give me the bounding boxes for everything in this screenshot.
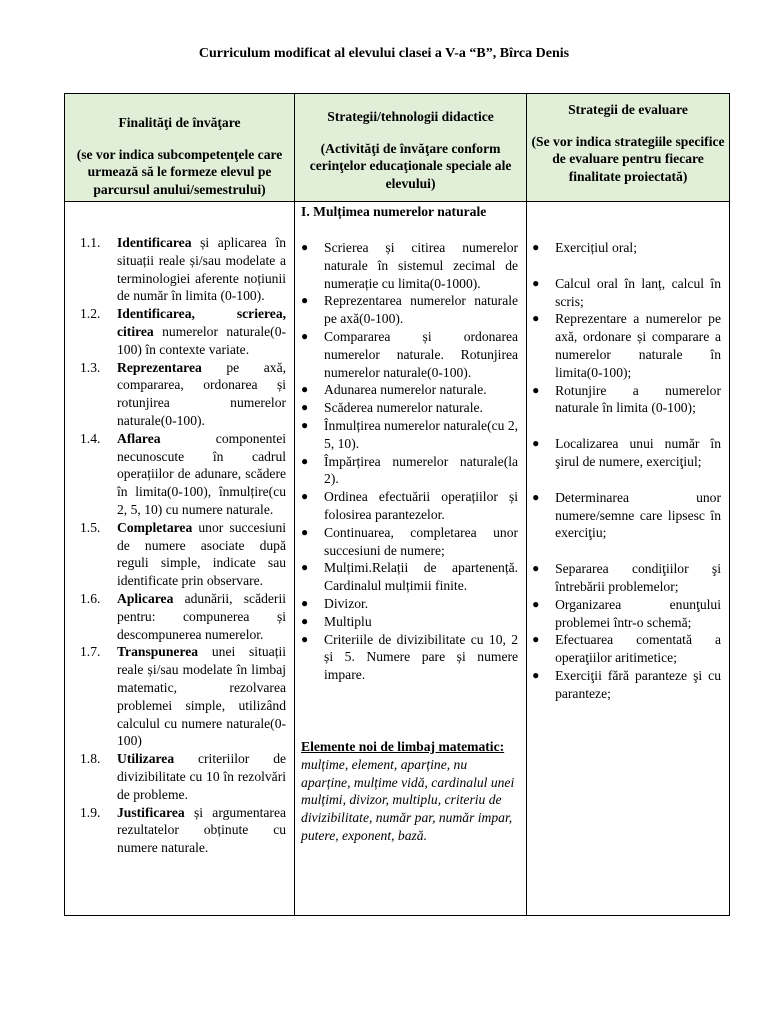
evaluation-item: [532, 489, 721, 542]
bullet-icon: ●: [301, 560, 309, 575]
bullet-icon: ●: [532, 489, 540, 504]
competency-description: componentei necunoscute în cadrul operațiilor de adunare, scădere în limita(0-100), înmulțire(cu 2, 5, 10) cu numere naturale.: [117, 430, 287, 517]
evaluation-item: [532, 275, 721, 311]
strategy-text: Scrierea și citirea numerelor naturale în sistemul zecimal de numerație cu limita(0-1000).: [324, 240, 519, 291]
strategy-text: Înmulțirea numerelor naturale(cu 2, 5, 10).: [324, 417, 519, 451]
competency-description: și argumentarea rezultatelor obținute cu numere naturale.: [117, 804, 287, 856]
competency-keyword: Utilizarea: [117, 751, 175, 767]
bullet-icon: ●: [301, 293, 309, 308]
header-title: Finalităţi de învăţare: [118, 115, 241, 130]
bullet-icon: ●: [532, 596, 540, 611]
evaluation-text: Determinarea unor numere/semne care lipsesc în exerciţiu;: [555, 489, 721, 541]
header-title: Strategii de evaluare: [568, 102, 688, 117]
evaluation-item: [532, 560, 721, 596]
competency-item: [80, 804, 286, 857]
strategy-text: Divizor.: [324, 595, 369, 611]
evaluation-item: [532, 667, 721, 703]
strategy-text: Ordinea efectuării operațiilor și folosirea parantezelor.: [324, 489, 519, 522]
competency-item: [80, 359, 286, 430]
competency-text: [117, 305, 286, 358]
competency-keyword: Justificarea: [117, 804, 185, 820]
strategy-text: Reprezentarea numerelor naturale pe axă(0-100).: [324, 293, 519, 327]
competency-keyword: Completarea: [117, 519, 193, 535]
competencies-cell: [65, 202, 295, 916]
evaluation-list: [532, 239, 721, 703]
competency-description: și aplicarea în situații reale și/sau modelate a terminologiei aferente noțiunii de număr în limita (0-100).: [117, 235, 287, 304]
vocabulary-title: Elemente noi de limbaj matematic:: [301, 738, 505, 754]
evaluation-text: Calcul oral în lanț, calcul în scris;: [555, 275, 721, 309]
header-cell-finalitati: [65, 94, 295, 202]
competency-item: [80, 643, 286, 750]
evaluation-text: Exerciţii fără paranteze şi cu paranteze;: [555, 667, 721, 701]
bullet-icon: ●: [301, 613, 309, 628]
strategy-text: Criteriile de divizibilitate cu 10, 2 și 5. Numere pare și numere impare.: [324, 631, 519, 683]
document-title: Curriculum modificat al elevului clasei a V-a “B”, Bîrca Denis: [198, 46, 570, 61]
competency-keyword: Reprezentarea: [117, 359, 202, 375]
evaluation-cell: [527, 202, 730, 916]
evaluation-item: [532, 435, 721, 471]
evaluation-text: Localizarea unui număr în şirul de numere, exerciţiul;: [555, 436, 721, 469]
bullet-icon: ●: [532, 311, 540, 326]
evaluation-text: Reprezentare a numerelor pe axă, ordonare și comparare a numerelor naturale în limita(0-100);: [555, 311, 721, 380]
competency-number: 1.8.: [80, 751, 101, 767]
competency-number: 1.3.: [80, 359, 101, 375]
bullet-icon: ●: [301, 489, 309, 504]
strategy-item: [301, 453, 518, 489]
competency-text: [117, 804, 286, 857]
vocabulary-text: mulțime, element, aparține, nu aparține, mulțime vidă, cardinalul unei mulțimi, divizor, multiplu, criteriu de divizibilitate, număr par, număr impar, putere, exponent, bază.: [301, 756, 515, 843]
competency-text: [117, 590, 286, 643]
strategy-item: [301, 417, 518, 453]
competency-text: [117, 643, 286, 750]
competency-item: [80, 590, 286, 643]
competency-description: pe axă, compararea, ordonarea și rotunjirea numerelor naturale(0-100).: [117, 359, 287, 428]
bullet-icon: ●: [301, 631, 309, 646]
strategy-list: [301, 239, 518, 684]
strategy-item: [301, 488, 518, 524]
header-cell-strategii-evaluare: [527, 94, 730, 202]
bullet-icon: ●: [532, 436, 540, 451]
strategy-text: Adunarea numerelor naturale.: [324, 382, 487, 398]
competency-description: numerelor naturale(0-100) în contexte variate.: [117, 323, 287, 357]
evaluation-item: [532, 631, 721, 667]
evaluation-text: Exercițiul oral;: [555, 240, 637, 255]
competency-keyword: Identificarea, scrierea, citirea: [117, 306, 287, 339]
strategy-item: [301, 381, 518, 399]
evaluation-text: Organizarea enunţului problemei într-o schemă;: [555, 596, 721, 630]
bullet-icon: ●: [301, 417, 309, 432]
bullet-icon: ●: [301, 400, 309, 415]
strategy-item: [301, 631, 518, 684]
strategy-text: Scăderea numerelor naturale.: [324, 400, 483, 416]
competency-number: 1.9.: [80, 804, 101, 820]
competency-text: [117, 519, 286, 590]
evaluation-text: Efectuarea comentată a operaţiilor aritimetice;: [555, 632, 721, 666]
evaluation-text: Rotunjire a numerelor naturale în limita (0-100);: [555, 382, 721, 416]
bullet-icon: ●: [532, 275, 540, 290]
bullet-icon: ●: [301, 240, 309, 254]
competency-keyword: Identificarea: [117, 235, 192, 250]
evaluation-item: [532, 310, 721, 381]
evaluation-item: [532, 239, 721, 257]
competency-number: 1.6.: [80, 590, 101, 606]
bullet-icon: ●: [532, 632, 540, 647]
competency-number: 1.1.: [80, 235, 101, 250]
strategy-item: [301, 292, 518, 328]
strategy-text: Multiplu: [324, 613, 372, 629]
competency-keyword: Transpunerea: [117, 644, 199, 660]
competency-number: 1.5.: [80, 519, 101, 535]
competency-description: unor succesiuni de numere asociate după reguli simple, indicate sau identificate prin observare.: [117, 519, 287, 589]
strategy-text: Mulțimi.Relații de apartenență. Cardinalul mulțimii finite.: [324, 560, 519, 594]
header-subtitle: (Se vor indica strategiile specifice de evaluare pentru fiecare finalitate proiectată): [531, 133, 725, 184]
header-subtitle: (se vor indica subcompetenţele care urmează să le formeze elevul pe parcursul anului/semestrului): [76, 146, 283, 197]
competency-number: 1.4.: [80, 430, 101, 446]
competency-text: [117, 430, 286, 519]
competency-text: [117, 750, 286, 803]
competency-item: [80, 430, 286, 519]
bullet-icon: ●: [532, 561, 540, 576]
strategy-text: Compararea și ordonarea numerelor naturale. Rotunjirea numerelor naturale(0-100).: [324, 328, 519, 380]
strategy-item: [301, 399, 518, 417]
competency-item: [80, 750, 286, 803]
strategy-item: [301, 613, 518, 631]
header-row: [65, 94, 730, 202]
content-row: [65, 202, 730, 916]
header-cell-strategii-didactice: [295, 94, 527, 202]
competency-keyword: Aflarea: [117, 430, 161, 446]
section-title: I. Mulțimea numerelor naturale: [301, 204, 487, 219]
strategy-item: [301, 239, 518, 292]
evaluation-text: Separarea condiţiilor şi întrebării problemelor;: [555, 561, 721, 594]
header-subtitle: (Activităţi de învăţare conform cerinţelor educaţionale speciale ale elevului): [309, 140, 512, 191]
header-title: Strategii/tehnologii didactice: [327, 109, 494, 124]
competency-number: 1.2.: [80, 306, 101, 322]
strategy-item: [301, 595, 518, 613]
competency-number: 1.7.: [80, 644, 101, 660]
competency-list: [80, 234, 286, 857]
bullet-icon: ●: [301, 595, 309, 610]
competency-text: [117, 234, 286, 305]
evaluation-item: [532, 382, 721, 418]
strategy-text: Continuarea, completarea unor succesiuni de numere;: [324, 524, 519, 558]
strategy-item: [301, 559, 518, 595]
bullet-icon: ●: [532, 667, 540, 682]
competency-text: [117, 359, 286, 430]
competency-keyword: Aplicarea: [117, 590, 174, 606]
bullet-icon: ●: [532, 240, 540, 254]
competency-item: [80, 234, 286, 305]
bullet-icon: ●: [301, 328, 309, 343]
competency-item: [80, 305, 286, 358]
strategies-cell: [295, 202, 527, 916]
competency-description: criteriilor de divizibilitate cu 10 în rezolvări de probleme.: [117, 751, 287, 802]
bullet-icon: ●: [532, 382, 540, 397]
curriculum-table: [64, 93, 730, 916]
strategy-item: [301, 524, 518, 560]
evaluation-item: [532, 596, 721, 632]
competency-item: [80, 519, 286, 590]
strategy-text: Împărțirea numerelor naturale(la 2).: [324, 453, 519, 487]
bullet-icon: ●: [301, 382, 309, 397]
strategy-item: [301, 328, 518, 381]
bullet-icon: ●: [301, 453, 309, 468]
competency-description: unei situații reale și/sau modelate în limbaj matematic, rezolvarea problemei simple, utilizând calculul cu numere naturale(0-100): [117, 644, 287, 749]
bullet-icon: ●: [301, 524, 309, 539]
competency-description: adunării, scăderii pentru: compunerea și descompunerea numerelor.: [117, 590, 287, 642]
